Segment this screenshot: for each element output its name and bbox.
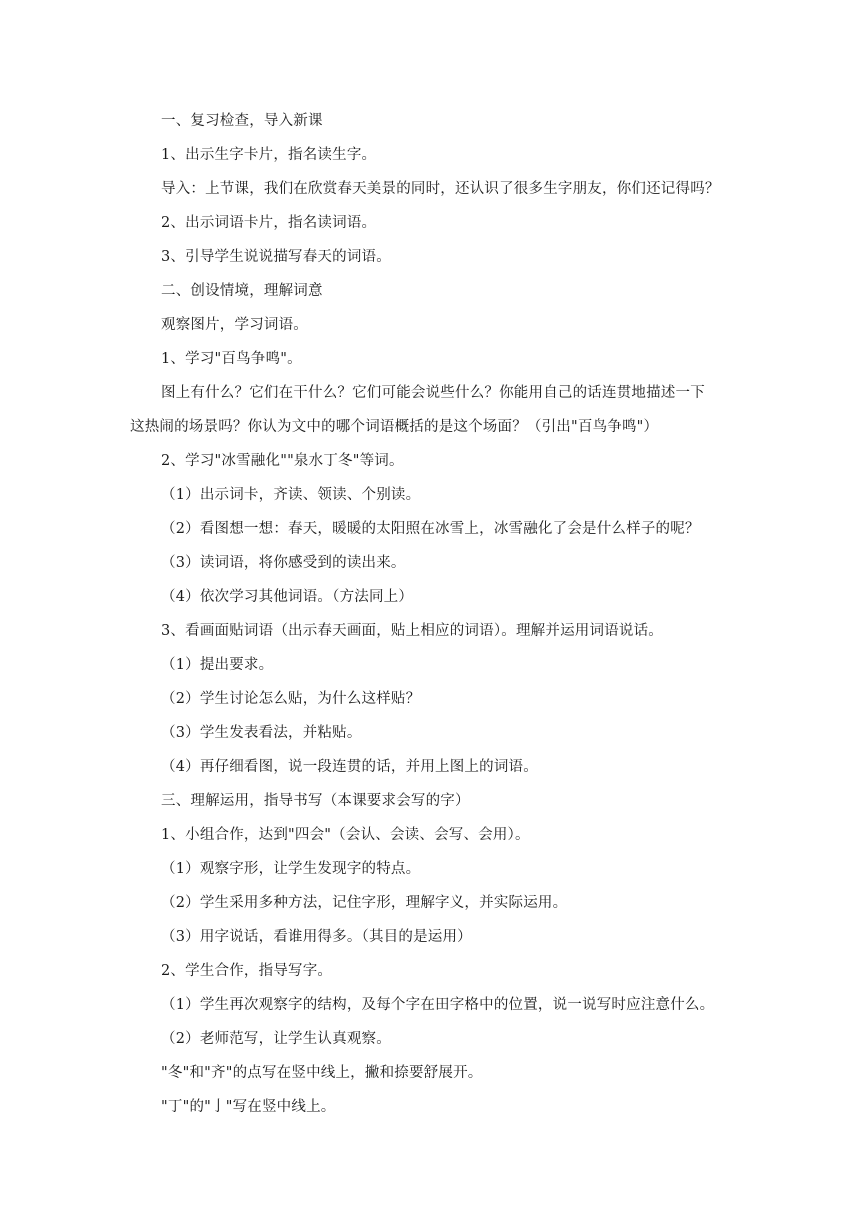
section-heading-2: 二、创设情境，理解词意 <box>161 283 323 299</box>
paragraph: 观察图片，学习词语。 <box>161 317 308 333</box>
list-item: （1）学生再次观察字的结构，及每个字在田字格中的位置，说一说写时应注意什么。 <box>161 997 715 1013</box>
section-heading-3: 三、理解运用，指导书写（本课要求会写的字） <box>161 793 470 809</box>
paragraph: 2、学生合作，指导写字。 <box>161 963 333 979</box>
list-item: （3）学生发表看法，并粘贴。 <box>161 725 362 741</box>
paragraph: 1、小组合作，达到"四会"（会认、会读、会写、会用）。 <box>161 827 530 843</box>
list-item: （3）用字说话，看谁用得多。（其目的是运用） <box>161 929 472 945</box>
paragraph: 2、学习"冰雪融化""泉水丁冬"等词。 <box>161 453 404 469</box>
paragraph: 1、出示生字卡片，指名读生字。 <box>161 147 377 163</box>
list-item: （3）读词语，将你感受到的读出来。 <box>161 555 406 571</box>
section-heading-1: 一、复习检查，导入新课 <box>161 113 323 129</box>
list-item: （2）看图想一想：春天，暖暖的太阳照在冰雪上，冰雪融化了会是什么样子的呢？ <box>161 521 700 537</box>
list-item: （4）依次学习其他词语。（方法同上） <box>161 589 414 605</box>
list-item: （4）再仔细看图，说一段连贯的话，并用上图上的词语。 <box>161 759 538 775</box>
paragraph-continuation: 这热闹的场景吗？你认为文中的哪个词语概括的是这个场面？（引出"百鸟争鸣"） <box>130 419 659 435</box>
paragraph: "冬"和"齐"的点写在竖中线上，撇和捺要舒展开。 <box>161 1065 483 1081</box>
list-item: （1）出示词卡，齐读、领读、个别读。 <box>161 487 421 503</box>
list-item: （1）提出要求。 <box>161 657 274 673</box>
paragraph: 3、看画面贴词语（出示春天画面，贴上相应的词语）。理解并运用词语说话。 <box>161 623 663 639</box>
list-item: （1）观察字形，让学生发现字的特点。 <box>161 861 421 877</box>
paragraph: "丁"的"亅"写在竖中线上。 <box>161 1099 336 1115</box>
list-item: （2）老师范写，让学生认真观察。 <box>161 1031 391 1047</box>
paragraph: 图上有什么？它们在干什么？它们可能会说些什么？你能用自己的话连贯地描述一下 <box>161 385 705 401</box>
list-item: （2）学生采用多种方法，记住字形，理解字义，并实际运用。 <box>161 895 568 911</box>
paragraph: 3、引导学生说说描写春天的词语。 <box>161 249 391 265</box>
paragraph: 导入：上节课，我们在欣赏春天美景的同时，还认识了很多生字朋友，你们还记得吗？ <box>161 181 720 197</box>
paragraph: 2、出示词语卡片，指名读词语。 <box>161 215 377 231</box>
list-item: （2）学生讨论怎么贴，为什么这样贴？ <box>161 691 421 707</box>
paragraph: 1、学习"百鸟争鸣"。 <box>161 351 302 367</box>
